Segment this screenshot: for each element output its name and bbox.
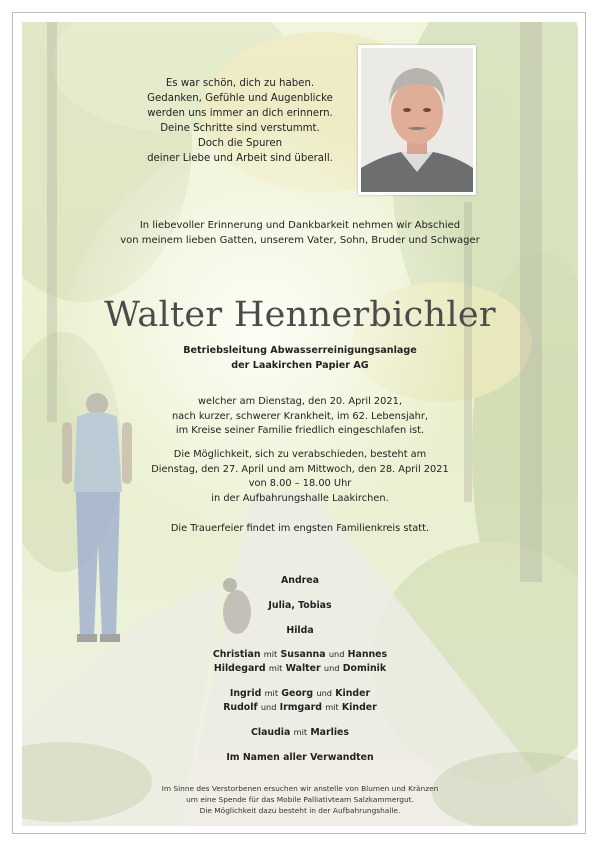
funeral-info: Die Trauerfeier findet im engsten Familienkreis statt. — [170, 523, 430, 534]
family-children: Julia, Tobias — [268, 600, 332, 611]
intro-text — [40, 218, 560, 248]
deceased-name: Walter Hennerbichler — [104, 295, 496, 335]
connector-mit: mit — [268, 663, 283, 673]
family-member: Christian — [212, 649, 261, 660]
connector-mit: mit — [293, 727, 308, 737]
family-line-ingrid — [0, 686, 600, 701]
family-member: Irmgard — [279, 702, 322, 713]
family-line-hildegard — [0, 661, 600, 676]
portrait-photo — [358, 45, 476, 195]
connector-mit: mit — [264, 688, 279, 698]
family-relatives: Im Namen aller Verwandten — [226, 752, 374, 763]
family-member: Hildegard — [213, 663, 266, 674]
viewing-line: Dienstag, den 27. April und am Mittwoch, den 28. April 2021 — [151, 463, 449, 475]
family-mother: Hilda — [286, 625, 314, 636]
connector-und: und — [323, 663, 340, 673]
job-title — [0, 343, 600, 373]
family-member: Hannes — [347, 649, 388, 660]
job-line: der Laakirchen Papier AG — [231, 360, 369, 371]
death-notice-line: nach kurzer, schwerer Krankheit, im 62. Lebensjahr, — [171, 410, 429, 422]
viewing-line: Die Möglichkeit, sich zu verabschieden, besteht am — [173, 449, 427, 460]
donation-note — [0, 783, 600, 816]
viewing-line: von 8.00 – 18.00 Uhr — [248, 478, 352, 489]
poem-line: deiner Liebe und Arbeit sind überall. — [147, 153, 333, 164]
poem-line: Es war schön, dich zu haben. — [165, 78, 315, 89]
family-member: Georg — [281, 688, 314, 699]
family-member: Ingrid — [229, 688, 262, 699]
connector-und: und — [316, 688, 332, 698]
memorial-poem — [125, 76, 355, 166]
family-wife: Andrea — [281, 575, 319, 586]
connector-mit: mit — [325, 702, 339, 712]
family-member: Rudolf — [223, 702, 258, 713]
family-member: Claudia — [250, 727, 291, 738]
poem-line: Doch die Spuren — [197, 138, 283, 149]
family-line-claudia — [0, 725, 600, 740]
family-member: Kinder — [341, 702, 377, 713]
family-line-christian — [0, 647, 600, 662]
family-member: Susanna — [280, 649, 326, 660]
poem-line: Deine Schritte sind verstummt. — [160, 123, 320, 134]
death-notice — [0, 395, 600, 439]
family-member: Marlies — [310, 727, 349, 738]
poem-line: werden uns immer an dich erinnern. — [147, 108, 333, 119]
family-member: Walter — [285, 663, 321, 674]
death-notice-line: im Kreise seiner Familie friedlich eingeschlafen ist. — [175, 425, 425, 436]
intro-line: von meinem lieben Gatten, unserem Vater, Sohn, Bruder und Schwager — [120, 235, 480, 246]
footer-line: um eine Spende für das Mobile Palliativteam Salzkammergut. — [186, 795, 414, 804]
family-line-rudolf — [0, 700, 600, 715]
footer-line: Im Sinne des Verstorbenen ersuchen wir anstelle von Blumen und Kränzen — [161, 784, 439, 793]
death-notice-line: welcher am Dienstag, den 20. April 2021, — [198, 396, 402, 407]
family-member: Kinder — [335, 688, 371, 699]
connector-mit: mit — [263, 649, 278, 659]
footer-line: Die Möglichkeit dazu besteht in der Aufbahrungshalle. — [199, 806, 401, 815]
connector-und: und — [260, 702, 277, 712]
family-member: Dominik — [342, 663, 387, 674]
connector-und: und — [328, 649, 345, 659]
job-line: Betriebsleitung Abwasserreinigungsanlage — [183, 345, 417, 356]
viewing-info — [0, 448, 600, 506]
poem-line: Gedanken, Gefühle und Augenblicke — [147, 93, 333, 104]
viewing-line: in der Aufbahrungshalle Laakirchen. — [211, 492, 389, 504]
intro-line: In liebevoller Erinnerung und Dankbarkeit nehmen wir Abschied — [139, 220, 461, 231]
